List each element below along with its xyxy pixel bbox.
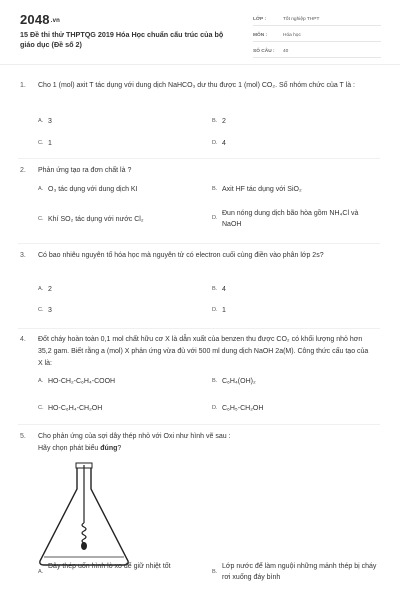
option-letter: D. <box>212 405 218 411</box>
option-letter: A. <box>38 186 44 192</box>
option-letter: B. <box>212 286 218 292</box>
option-text: Khí SO₂ tác dụng với nước Cl₂ <box>48 216 144 223</box>
option-text: HO-C₆H₄-CH₂OH <box>48 405 103 412</box>
flask-illustration <box>32 461 140 569</box>
question-text: Đốt cháy hoàn toàn 0,1 mol chất hữu cơ X là dẫn xuất của benzen thu được CO₂ có khối lượng nhỏ hơn 35,2 gam. Biết rằng a (mol) X phản ứng vừa đủ với 500 ml dung dịch NaOH 2a(M). Công thức cấu tạo của X là: <box>38 336 369 367</box>
question-divider <box>18 243 380 244</box>
option-letter: C. <box>38 307 44 313</box>
option-text: 2 <box>48 286 52 293</box>
question-text-line: Cho phản ứng của sợi dây thép nhỏ với Oxi như hình vẽ sau : <box>38 433 231 440</box>
option-letter: C. <box>38 140 44 146</box>
option-text: HO-CH₂-C₆H₄-COOH <box>48 378 116 385</box>
meta-row-class <box>253 14 381 26</box>
option-text: 1 <box>48 140 52 147</box>
meta-key: LỚP : <box>253 17 267 22</box>
meta-value: Tốt nghiệp THPT <box>283 17 320 22</box>
option-letter: B. <box>212 569 218 575</box>
meta-row-count <box>253 46 381 58</box>
meta-row-subject <box>253 30 381 42</box>
question-divider <box>18 424 380 425</box>
wire-coil <box>82 523 86 543</box>
meta-key: SỐ CÂU : <box>253 49 275 54</box>
option-text: Lớp nước để làm nguội những mảnh thép bị cháy rơi xuống đáy bình <box>222 563 377 581</box>
question-number: 5. <box>20 433 26 440</box>
option-letter: C. <box>38 405 44 411</box>
question-text-line <box>38 443 373 455</box>
option-letter: C. <box>38 216 44 222</box>
logo-text: 2048 <box>20 12 50 27</box>
page-header <box>0 0 400 62</box>
option-letter: B. <box>212 186 218 192</box>
question-1 <box>20 80 382 160</box>
question-text <box>38 431 373 455</box>
option-text: C₆H₄(OH)₂ <box>222 378 256 385</box>
option-text: 3 <box>48 118 52 125</box>
header-divider <box>0 64 400 65</box>
option-text: 4 <box>222 140 226 147</box>
emphasis-text: đúng <box>100 445 118 452</box>
option-text: Dây thép uốn hình lò xo để giữ nhiệt tốt <box>48 563 171 570</box>
option-letter: D. <box>212 140 218 146</box>
meta-key: MÔN : <box>253 33 268 38</box>
option-text: 4 <box>222 286 226 293</box>
meta-value: 40 <box>283 49 289 54</box>
option-letter: B. <box>212 378 218 384</box>
option-text: 1 <box>222 307 226 314</box>
logo-suffix: .vn <box>50 18 61 24</box>
question-text: Phản ứng tạo ra đơn chất là ? <box>38 167 132 174</box>
option-text: 3 <box>48 307 52 314</box>
question-text: Cho 1 (mol) axit T tác dụng với dung dịch NaHCO₃ dư thu được 1 (mol) CO₂. Số nhóm chức của T là : <box>38 82 355 89</box>
option-letter: D. <box>212 215 218 221</box>
option-letter: A. <box>38 286 44 292</box>
option-text: Axit HF tác dụng với SiO₂ <box>222 186 302 193</box>
option-text: C₆H₅-CH₂OH <box>222 405 264 412</box>
question-5 <box>20 431 382 600</box>
option-letter: D. <box>212 307 218 313</box>
question-text-suffix: ? <box>117 445 122 452</box>
question-4 <box>20 334 382 424</box>
site-logo[interactable] <box>20 12 60 27</box>
question-3 <box>20 250 382 325</box>
option-letter: A. <box>38 569 44 575</box>
match-tip <box>81 542 87 550</box>
question-2 <box>20 165 382 240</box>
meta-value: Hóa học <box>283 33 301 38</box>
question-divider <box>18 328 380 329</box>
question-number: 1. <box>20 82 26 89</box>
question-divider <box>18 158 380 159</box>
question-number: 4. <box>20 336 26 343</box>
document-title: 15 Đề thi thử THPTQG 2019 Hóa Học chuẩn cấu trúc của bộ giáo dục (Đề số 2) <box>20 30 224 49</box>
question-text: Có bao nhiêu nguyên tố hóa học mà nguyên tử có electron cuối cùng điền vào phân lớp 2s? <box>38 252 324 259</box>
question-number: 3. <box>20 252 26 259</box>
question-number: 2. <box>20 167 26 174</box>
option-letter: B. <box>212 118 218 124</box>
option-letter: A. <box>38 118 44 124</box>
question-text-prefix: Hãy chọn phát biểu <box>38 445 101 452</box>
option-text: O₃ tác dụng với dung dịch KI <box>48 186 138 193</box>
option-text: 2 <box>222 118 226 125</box>
option-letter: A. <box>38 378 44 384</box>
option-text: Đun nóng dung dịch bão hòa gồm NH₄Cl và NaOH <box>222 210 359 228</box>
exam-meta <box>253 14 381 62</box>
